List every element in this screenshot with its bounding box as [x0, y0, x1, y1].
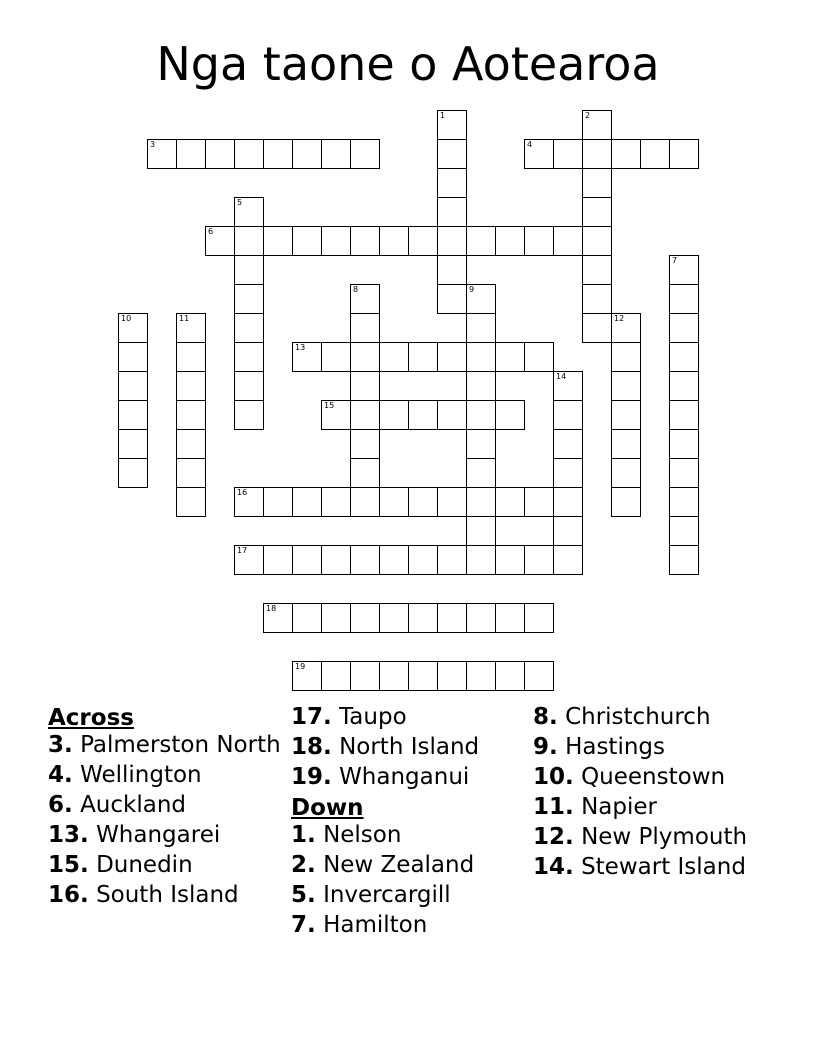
- grid-cell[interactable]: [495, 661, 525, 691]
- grid-cell[interactable]: [118, 313, 148, 343]
- grid-cell[interactable]: [350, 400, 380, 430]
- grid-cell[interactable]: [553, 139, 583, 169]
- grid-cell[interactable]: [669, 487, 699, 517]
- clue-across-4: 4. Wellington: [48, 762, 202, 788]
- grid-cell[interactable]: [669, 313, 699, 343]
- clue-across-18: 18. North Island: [291, 734, 480, 760]
- grid-cell[interactable]: [408, 226, 438, 256]
- grid-cell[interactable]: [669, 255, 699, 285]
- grid-cell[interactable]: [234, 226, 264, 256]
- grid-cell[interactable]: [234, 545, 264, 575]
- down-heading: Down: [291, 795, 364, 821]
- grid-cell[interactable]: [553, 545, 583, 575]
- grid-cell[interactable]: [437, 603, 467, 633]
- grid-cell[interactable]: [176, 400, 206, 430]
- grid-cell[interactable]: [176, 313, 206, 343]
- cell-number: 17: [237, 546, 248, 555]
- grid-cell[interactable]: [466, 516, 496, 546]
- cell-number: 14: [556, 372, 567, 381]
- grid-cell[interactable]: [495, 400, 525, 430]
- cell-number: 6: [208, 227, 214, 236]
- grid-cell[interactable]: [669, 400, 699, 430]
- grid-cell[interactable]: [466, 458, 496, 488]
- grid-cell[interactable]: [292, 226, 322, 256]
- cell-number: 12: [614, 314, 625, 323]
- grid-cell[interactable]: [437, 226, 467, 256]
- grid-cell[interactable]: [176, 429, 206, 459]
- grid-cell[interactable]: [321, 342, 351, 372]
- grid-cell[interactable]: [524, 487, 554, 517]
- grid-cell[interactable]: [669, 139, 699, 169]
- grid-cell[interactable]: [669, 545, 699, 575]
- cell-number: 8: [353, 285, 359, 294]
- grid-cell[interactable]: [379, 487, 409, 517]
- grid-cell[interactable]: [437, 139, 467, 169]
- cell-number: 13: [295, 343, 306, 352]
- clue-column-1: [48, 704, 288, 912]
- grid-cell[interactable]: [350, 371, 380, 401]
- grid-cell[interactable]: [292, 545, 322, 575]
- cell-number: 2: [585, 111, 591, 120]
- grid-cell[interactable]: [408, 487, 438, 517]
- grid-cell[interactable]: [147, 139, 177, 169]
- grid-cell[interactable]: [234, 313, 264, 343]
- grid-cell[interactable]: [292, 139, 322, 169]
- clue-down-5: 5. Invercargill: [291, 882, 451, 908]
- cell-number: 1: [440, 111, 446, 120]
- grid-cell[interactable]: [495, 342, 525, 372]
- grid-cell[interactable]: [234, 342, 264, 372]
- grid-cell[interactable]: [495, 487, 525, 517]
- grid-cell[interactable]: [118, 371, 148, 401]
- grid-cell[interactable]: [437, 284, 467, 314]
- grid-cell[interactable]: [118, 429, 148, 459]
- grid-cell[interactable]: [466, 661, 496, 691]
- grid-cell[interactable]: [234, 139, 264, 169]
- grid-cell[interactable]: [437, 168, 467, 198]
- grid-cell[interactable]: [350, 661, 380, 691]
- grid-cell[interactable]: [292, 487, 322, 517]
- grid-cell[interactable]: [611, 400, 641, 430]
- grid-cell[interactable]: [466, 284, 496, 314]
- grid-cell[interactable]: [176, 139, 206, 169]
- grid-cell[interactable]: [553, 429, 583, 459]
- grid-cell[interactable]: [669, 458, 699, 488]
- clue-down-7: 7. Hamilton: [291, 912, 428, 938]
- clue-across-6: 6. Auckland: [48, 792, 186, 818]
- grid-cell[interactable]: [466, 371, 496, 401]
- grid-cell[interactable]: [495, 603, 525, 633]
- grid-cell[interactable]: [263, 139, 293, 169]
- grid-cell[interactable]: [350, 458, 380, 488]
- grid-cell[interactable]: [234, 487, 264, 517]
- clue-down-11: 11. Napier: [533, 794, 657, 820]
- grid-cell[interactable]: [495, 545, 525, 575]
- grid-cell[interactable]: [350, 603, 380, 633]
- grid-cell[interactable]: [234, 255, 264, 285]
- grid-cell[interactable]: [669, 342, 699, 372]
- grid-cell[interactable]: [524, 603, 554, 633]
- grid-cell[interactable]: [263, 226, 293, 256]
- grid-cell[interactable]: [408, 603, 438, 633]
- grid-cell[interactable]: [321, 139, 351, 169]
- grid-cell[interactable]: [524, 226, 554, 256]
- cell-number: 19: [295, 662, 306, 671]
- grid-cell[interactable]: [176, 458, 206, 488]
- grid-cell[interactable]: [205, 139, 235, 169]
- clue-across-15: 15. Dunedin: [48, 852, 193, 878]
- cell-number: 18: [266, 604, 277, 613]
- grid-cell[interactable]: [408, 661, 438, 691]
- grid-cell[interactable]: [553, 226, 583, 256]
- grid-cell[interactable]: [524, 139, 554, 169]
- clue-across-13: 13. Whangarei: [48, 822, 221, 848]
- grid-cell[interactable]: [437, 487, 467, 517]
- cell-number: 7: [672, 256, 678, 265]
- grid-cell[interactable]: [118, 458, 148, 488]
- cell-number: 16: [237, 488, 248, 497]
- clue-across-16: 16. South Island: [48, 882, 239, 908]
- clue-across-3: 3. Palmerston North: [48, 732, 281, 758]
- grid-cell[interactable]: [582, 197, 612, 227]
- grid-cell[interactable]: [263, 603, 293, 633]
- clue-down-9: 9. Hastings: [533, 734, 666, 760]
- grid-cell[interactable]: [379, 661, 409, 691]
- grid-cell[interactable]: [611, 487, 641, 517]
- grid-cell[interactable]: [553, 458, 583, 488]
- grid-cell[interactable]: [118, 400, 148, 430]
- grid-cell[interactable]: [466, 429, 496, 459]
- grid-cell[interactable]: [437, 255, 467, 285]
- clue-across-19: 19. Whanganui: [291, 764, 470, 790]
- grid-cell[interactable]: [350, 545, 380, 575]
- grid-cell[interactable]: [321, 400, 351, 430]
- cell-number: 15: [324, 401, 335, 410]
- puzzle-title: Nga taone o Aotearoa: [156, 37, 660, 91]
- grid-cell[interactable]: [437, 400, 467, 430]
- grid-cell[interactable]: [350, 284, 380, 314]
- grid-cell[interactable]: [466, 487, 496, 517]
- clue-down-12: 12. New Plymouth: [533, 824, 748, 850]
- grid-cell[interactable]: [408, 400, 438, 430]
- clue-down-2: 2. New Zealand: [291, 852, 475, 878]
- grid-cell[interactable]: [321, 487, 351, 517]
- grid-cell[interactable]: [234, 400, 264, 430]
- cell-number: 11: [179, 314, 190, 323]
- grid-cell[interactable]: [205, 226, 235, 256]
- grid-cell[interactable]: [350, 429, 380, 459]
- clue-down-10: 10. Queenstown: [533, 764, 726, 790]
- grid-cell[interactable]: [669, 284, 699, 314]
- grid-cell[interactable]: [466, 400, 496, 430]
- grid-cell[interactable]: [669, 429, 699, 459]
- across-heading: Across: [48, 705, 134, 731]
- grid-cell[interactable]: [611, 458, 641, 488]
- grid-cell[interactable]: [176, 342, 206, 372]
- cell-number: 5: [237, 198, 243, 207]
- grid-cell[interactable]: [611, 139, 641, 169]
- grid-cell[interactable]: [495, 226, 525, 256]
- grid-cell[interactable]: [350, 487, 380, 517]
- grid-cell[interactable]: [582, 284, 612, 314]
- grid-cell[interactable]: [437, 197, 467, 227]
- grid-cell[interactable]: [263, 487, 293, 517]
- grid-cell[interactable]: [234, 371, 264, 401]
- grid-cell[interactable]: [437, 545, 467, 575]
- grid-cell[interactable]: [524, 661, 554, 691]
- grid-cell[interactable]: [437, 342, 467, 372]
- grid-cell[interactable]: [524, 545, 554, 575]
- grid-cell[interactable]: [611, 429, 641, 459]
- grid-cell[interactable]: [292, 342, 322, 372]
- cell-number: 10: [121, 314, 132, 323]
- grid-cell[interactable]: [379, 603, 409, 633]
- grid-cell[interactable]: [611, 313, 641, 343]
- clue-down-8: 8. Christchurch: [533, 704, 711, 730]
- grid-cell[interactable]: [669, 371, 699, 401]
- cell-number: 9: [469, 285, 475, 294]
- grid-cell[interactable]: [234, 284, 264, 314]
- grid-cell[interactable]: [553, 487, 583, 517]
- grid-cell[interactable]: [437, 661, 467, 691]
- grid-cell[interactable]: [176, 487, 206, 517]
- clue-column-3: [533, 704, 773, 884]
- grid-cell[interactable]: [350, 139, 380, 169]
- grid-cell[interactable]: [350, 342, 380, 372]
- grid-cell[interactable]: [582, 255, 612, 285]
- grid-cell[interactable]: [553, 371, 583, 401]
- cell-number: 4: [527, 140, 533, 149]
- grid-cell[interactable]: [263, 545, 293, 575]
- grid-cell[interactable]: [292, 661, 322, 691]
- grid-cell[interactable]: [350, 226, 380, 256]
- grid-cell[interactable]: [466, 226, 496, 256]
- grid-cell[interactable]: [379, 226, 409, 256]
- grid-cell[interactable]: [669, 516, 699, 546]
- grid-cell[interactable]: [611, 371, 641, 401]
- grid-cell[interactable]: [582, 139, 612, 169]
- grid-cell[interactable]: [408, 545, 438, 575]
- grid-cell[interactable]: [408, 342, 438, 372]
- grid-cell[interactable]: [466, 313, 496, 343]
- grid-cell[interactable]: [321, 545, 351, 575]
- grid-cell[interactable]: [466, 603, 496, 633]
- grid-cell[interactable]: [379, 545, 409, 575]
- cell-number: 3: [150, 140, 156, 149]
- clue-down-14: 14. Stewart Island: [533, 854, 746, 880]
- grid-cell[interactable]: [582, 226, 612, 256]
- grid-cell[interactable]: [379, 400, 409, 430]
- grid-cell[interactable]: [524, 342, 554, 372]
- grid-cell[interactable]: [466, 545, 496, 575]
- grid-cell[interactable]: [611, 342, 641, 372]
- grid-cell[interactable]: [582, 168, 612, 198]
- grid-cell[interactable]: [553, 400, 583, 430]
- grid-cell[interactable]: [321, 603, 351, 633]
- grid-cell[interactable]: [379, 342, 409, 372]
- grid-cell[interactable]: [118, 342, 148, 372]
- grid-cell[interactable]: [292, 603, 322, 633]
- clue-column-2: [291, 704, 531, 942]
- grid-cell[interactable]: [466, 342, 496, 372]
- clue-down-1: 1. Nelson: [291, 822, 402, 848]
- grid-cell[interactable]: [234, 197, 264, 227]
- grid-cell[interactable]: [350, 313, 380, 343]
- grid-cell[interactable]: [176, 371, 206, 401]
- grid-cell[interactable]: [321, 661, 351, 691]
- grid-cell[interactable]: [582, 313, 612, 343]
- grid-cell[interactable]: [553, 516, 583, 546]
- grid-cell[interactable]: [582, 110, 612, 140]
- grid-cell[interactable]: [321, 226, 351, 256]
- clue-across-17: 17. Taupo: [291, 704, 407, 730]
- grid-cell[interactable]: [437, 110, 467, 140]
- grid-cell[interactable]: [640, 139, 670, 169]
